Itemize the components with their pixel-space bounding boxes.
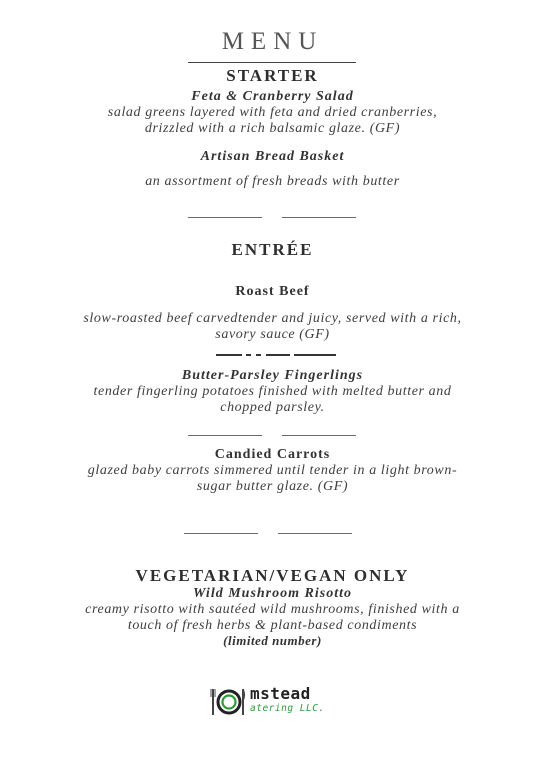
section-heading-starter: STARTER (226, 66, 319, 85)
dish-name-candied-carrots: Candied Carrots (214, 447, 331, 462)
dish-desc-risotto-line1: creamy risotto with sautéed wild mushrooms, finished with a (85, 602, 460, 617)
dish-desc-roast-beef-line2: savory sauce (GF) (215, 327, 330, 342)
divider-dash (266, 354, 290, 356)
logo-wordmark: mstead (250, 684, 311, 703)
dish-desc-carrots-line2: sugar butter glaze. (GF) (196, 479, 349, 494)
divider-right (278, 533, 352, 534)
divider-left (188, 435, 262, 436)
dish-desc-feta-salad-line2: drizzled with a rich balsamic glaze. (GF) (144, 121, 401, 136)
dish-desc-feta-salad-line1: salad greens layered with feta and dried cranberries, (107, 105, 438, 120)
dish-name-bread-basket: Artisan Bread Basket (200, 149, 345, 164)
fork-knife-plate-icon (210, 685, 246, 719)
dish-desc-fingerlings-line2: chopped parsley. (220, 400, 325, 415)
dish-name-feta-salad: Feta & Cranberry Salad (191, 89, 354, 104)
divider-dash (294, 354, 336, 356)
divider-right (282, 217, 356, 218)
divider-right (282, 435, 356, 436)
dish-desc-risotto-line2: touch of fresh herbs & plant-based condiments (127, 618, 418, 633)
title-underline (188, 62, 356, 63)
dish-desc-carrots-line1: glazed baby carrots simmered until tender in a light brown- (87, 463, 458, 478)
dish-desc-fingerlings-line1: tender fingerling potatoes finished with melted butter and (93, 384, 452, 399)
dish-desc-bread-basket: an assortment of fresh breads with butter (145, 174, 400, 189)
divider-dash (246, 354, 251, 356)
company-logo (210, 684, 340, 720)
divider-left (188, 217, 262, 218)
divider-dash (216, 354, 242, 356)
divider-left (184, 533, 258, 534)
limited-number-note: (limited number) (223, 633, 322, 648)
dish-name-fingerlings: Butter-Parsley Fingerlings (181, 368, 364, 383)
section-heading-vegetarian: VEGETARIAN/VEGAN ONLY (135, 566, 410, 585)
dish-desc-roast-beef-line1: slow-roasted beef carvedtender and juicy, served with a rich, (83, 311, 462, 326)
divider-dash (256, 354, 261, 356)
section-heading-entree: ENTRÉE (231, 240, 314, 259)
dish-name-risotto: Wild Mushroom Risotto (193, 586, 352, 601)
menu-title: MENU (221, 28, 324, 55)
logo-subtitle: atering LLC. (250, 703, 325, 714)
dish-name-roast-beef: Roast Beef (235, 284, 310, 299)
